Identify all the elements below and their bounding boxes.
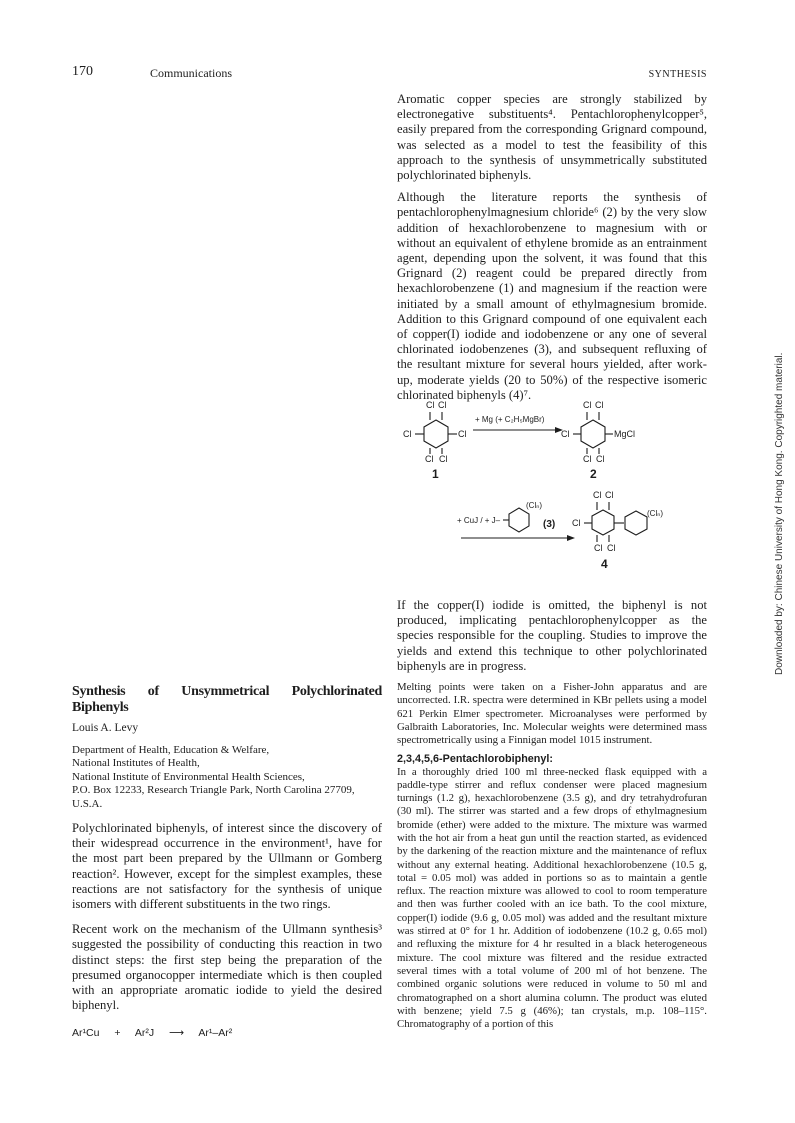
chlorine-label: Cl [593,490,602,500]
chlorine-label: Cl [403,429,412,439]
author-name: Louis A. Levy [72,722,139,734]
chlorine-label: Cl [583,400,592,410]
right-column [397,92,707,410]
reagent-label: + CuJ / + J– [457,516,501,525]
paragraph: Recent work on the mechanism of the Ullmann synthesis³ suggested the possibility of conducting this reaction in two distinct steps: the first step being the preparation of the presumed organocopper intermediate which is then coupled with an appropriate aromatic iodide to yield the desired biphenyl. [72,922,382,1013]
equation-plus: + [114,1027,121,1040]
section-name: Communications [150,66,232,80]
equation-reactant: Ar¹Cu [72,1027,100,1040]
compound-number: 1 [432,467,439,481]
chlorine-label: Cl [572,518,581,528]
chlorine-label: Cl [426,400,435,410]
chlorine-label: Cl [583,454,592,464]
affiliation-line: Department of Health, Education & Welfare, [72,744,270,756]
cln-label: (Clₙ) [647,509,664,518]
mgcl-label: MgCl [614,429,636,439]
affiliation-line: P.O. Box 12233, Research Triangle Park, North Carolina 27709, [72,784,355,797]
equation-reactant: Ar²J [134,1027,155,1040]
article-title: Synthesis of Unsymmetrical Polychlorinated Biphenyls [72,684,382,715]
chlorine-label: Cl [439,454,448,464]
journal-name: SYNTHESIS [648,69,707,80]
chlorine-label: Cl [438,400,447,410]
chlorine-label: Cl [607,543,616,553]
benzene-ring [581,420,605,448]
chlorine-label: Cl [594,543,603,553]
paragraph: Aromatic copper species are strongly stabilized by electronegative substituents⁴. Pentachlorophenylcopper⁵, easily prepared from the corresponding Grignard compound, was selected as a model to test the feasibility of this approach to the synthesis of unsymmetrically substituted polychlorinated biphenyls. [397,92,707,183]
page-number: 170 [72,64,93,79]
affiliation-line: National Institute of Environmental Health Sciences, [72,770,305,783]
compound-number: 4 [601,557,608,571]
paragraph: Polychlorinated biphenyls, of interest since the discovery of their widespread occurrence in the environment¹, have for the most part been prepared by the Ullmann or Gomberg reaction². However, except for the simplest examples, these reactions are not satisfactory for the synthesis of unique isomers with different substituents in the two rings. [72,821,382,912]
equation-arrow: ⟶ [169,1027,185,1040]
compound-label-3: (3) [543,519,556,530]
affiliation-line: National Institutes of Health, [72,757,200,770]
benzene-ring [509,508,529,532]
equation-product: Ar¹–Ar² [198,1027,233,1040]
paragraph: If the copper(I) iodide is omitted, the biphenyl is not produced, implicating pentachlorophenylcopper as the species responsible for the coupling. Studies to improve the yields and extend this technique to other polychlorinated biphenyls are in progress. [397,598,707,673]
chlorine-label: Cl [425,454,434,464]
affiliation-line: U.S.A. [72,797,103,810]
reagent-label: + Mg (+ C₂H₅MgBr) [475,415,545,424]
benzene-ring [625,511,647,535]
download-watermark [762,352,785,685]
paragraph: Although the literature reports the synthesis of pentachlorophenylmagnesium chloride⁶ (2) by the very slow addition of hexachlorobenzene to magnesium with or without an equivalent of ethylene bromide as an entrainment agent, depending upon the solvent, it was found that this Grignard (2) reagent could be prepared directly from hexachlorobenzene (1) and magnesium if the reaction were initiated by a small amount of ethylmagnesium bromide. Addition to this Grignard compound of one equivalent each of copper(I) iodide and iodobenzene or any one of several chlorinated iodobenzenes (3), and subsequent refluxing of the resultant mixture for several hours yielded, after work-up, moderate yields (20 to 50%) of the respective isomeric chlorinated biphenyls (4)⁷. [397,190,707,402]
left-column [72,684,382,1039]
cln-label: (Clₙ) [526,501,543,510]
compound-number: 2 [590,467,597,481]
paragraph: In a thoroughly dried 100 ml three-necked flask equipped with a paddle-type stirrer and reflux condenser were placed magnesium turnings (1.2 g), hexachlorobenzene (3.5 g), and dry tetrahydrofuran (30 ml). The stirrer was started and a few drops of ethylmagnesium bromide (ether) were added to the mixture. The mixture was warmed with the hot air from a heat gun until the reaction started, as evidenced by the darkening of the reaction mixture and the maintenance of reflux without any external heating. Additional hexachlorobenzene (10.5 g, total = 0.05 mol) was added in portions so as to maintain a gentle reflux. The reaction mixture was allowed to cool to room temperature and then was further cooled with an ice bath. To the cool mixture, copper(I) iodide (9.6 g, 0.05 mol) was added and the resultant mixture was stirred at 0° for 1 hr. Addition of iodobenzene (10.2 g, 0.65 mol) and refluxing the mixture for 4 hr resulted in a black heterogeneous mixture. The cool mixture was filtered and the residue extracted several times with a total volume of 200 ml of hot benzene. The combined organic solutions were reduced in volume to 50 ml and chromatographed on a short alumina column. The product was eluted with benzene; yield 7.5 g (46%); tan crystals, m.p. 108–115°. Chromatography of a portion of this [397,765,707,1031]
paragraph: Melting points were taken on a Fisher-John apparatus and are uncorrected. I.R. spectra were determined in KBr pellets using a model 621 Perkin Elmer spectrometer. Microanalyses were performed by Galbraith Laboratories, Inc. Molecular weights were determined mass spectrometrically using a Finnigan model 1015 instrument. [397,681,707,747]
benzene-ring [592,510,614,535]
chlorine-label: Cl [596,454,605,464]
affiliation [72,744,382,811]
equation [72,1027,382,1039]
chlorine-label: Cl [458,429,467,439]
right-column-continued [397,598,707,1036]
benzene-ring [424,420,448,448]
chlorine-label: Cl [595,400,604,410]
chlorine-label: Cl [561,429,570,439]
chlorine-label: Cl [605,490,614,500]
download-watermark-text: Downloaded by: Chinese University of Hong Kong. Copyrighted material. [774,352,785,675]
experimental-heading: 2,3,4,5,6-Pentachlorobiphenyl: [397,752,553,765]
reaction-scheme [395,398,725,578]
